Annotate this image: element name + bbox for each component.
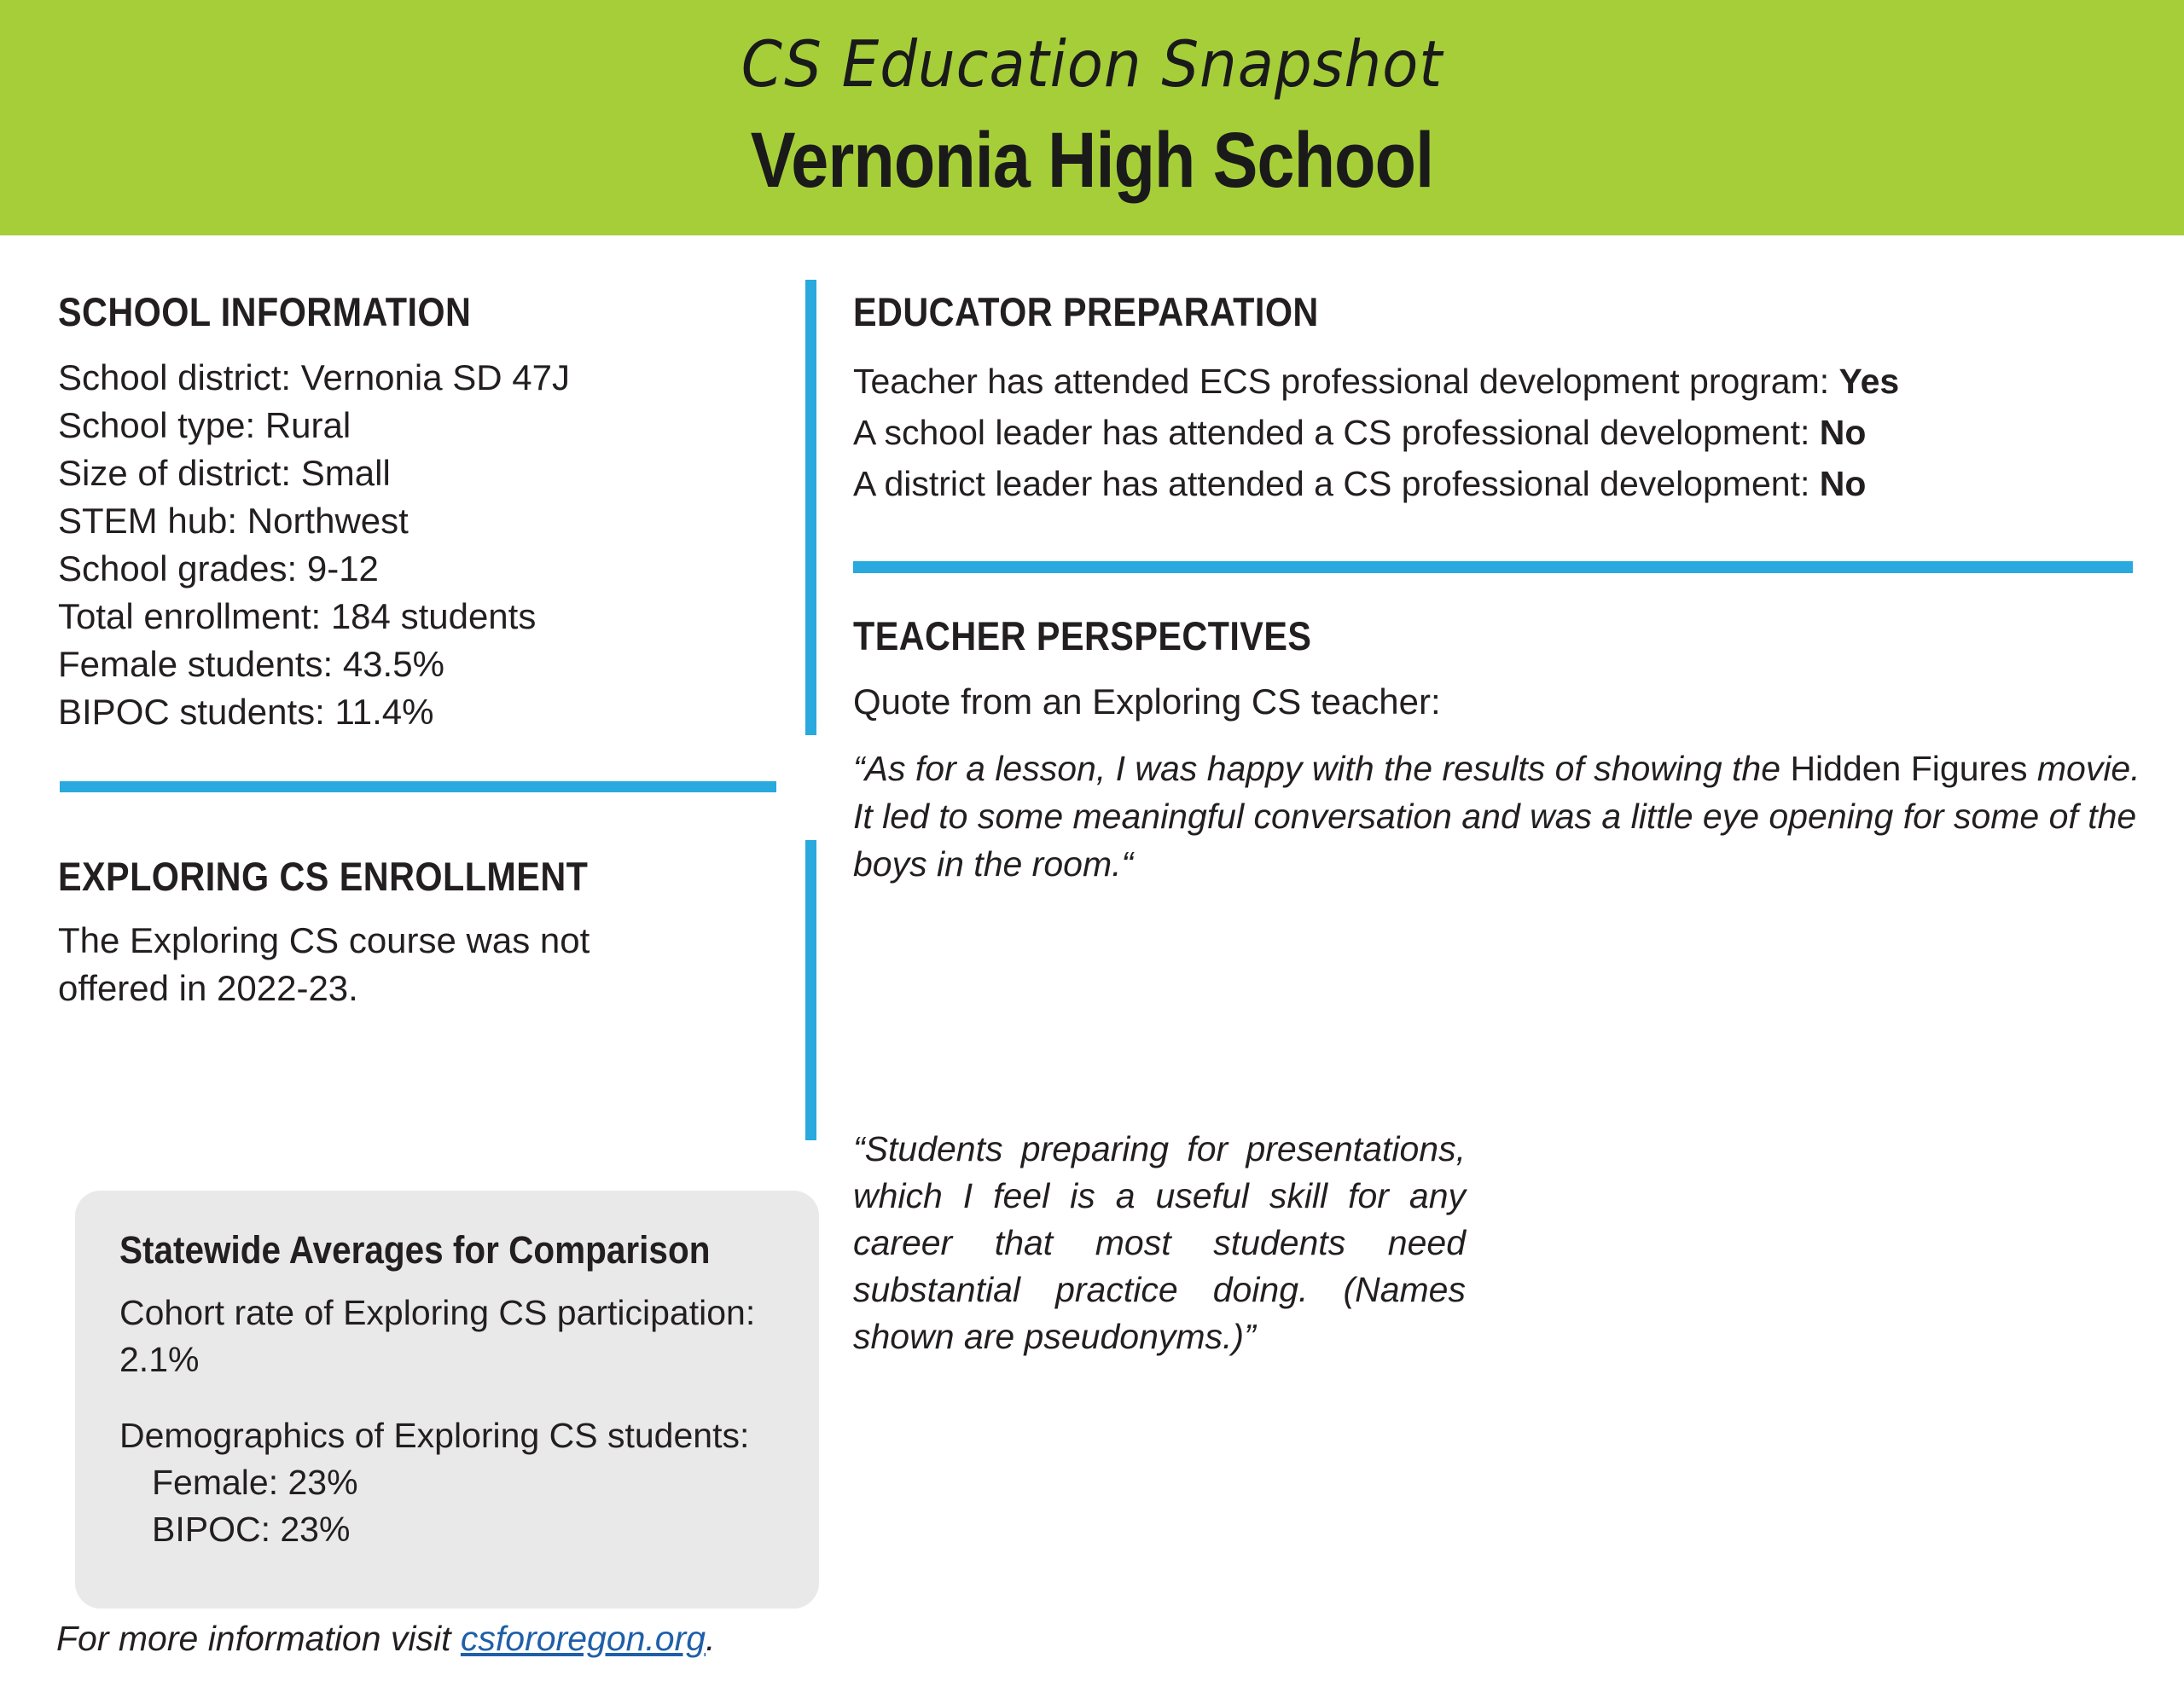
- exploring-cs-enrollment-heading: EXPLORING CS ENROLLMENT: [58, 854, 589, 899]
- cohort-rate-text: Cohort rate of Exploring CS participation: 2.1%: [119, 1293, 756, 1379]
- school-information-list: [58, 354, 792, 736]
- educator-prep-answer: No: [1819, 413, 1867, 452]
- list-item: BIPOC: 23%: [152, 1510, 351, 1549]
- list-item: STEM hub: Northwest: [58, 501, 409, 541]
- divider-vertical-educator: [805, 280, 816, 735]
- list-item: Female: 23%: [152, 1463, 358, 1502]
- list-item: Total enrollment: 184 students: [58, 596, 537, 636]
- divider-horizontal-left: [60, 781, 776, 792]
- educator-preparation-heading: EDUCATOR PREPARATION: [853, 289, 1319, 334]
- list-item: School type: Rural: [58, 405, 351, 445]
- teacher-quote-2: “Students preparing for presentations, which I feel is a useful skill for any career that most students need substantial practice doing. (Names shown are pseudonyms.)”: [853, 1129, 1466, 1356]
- educator-prep-answer: Yes: [1838, 362, 1900, 401]
- footer-note: [56, 1619, 715, 1659]
- educator-prep-row: [853, 356, 2167, 407]
- quote-lead-in: Quote from an Exploring CS teacher:: [853, 681, 1441, 722]
- demographics-label: Demographics of Exploring CS students:: [119, 1416, 750, 1455]
- footer-suffix: .: [706, 1619, 716, 1658]
- educator-prep-question: A school leader has attended a CS professional development:: [853, 413, 1820, 452]
- educator-prep-row: [853, 458, 2167, 509]
- educator-preparation-section: [853, 288, 2167, 509]
- footer-prefix: For more information visit: [56, 1619, 461, 1658]
- statewide-averages-box: [75, 1191, 819, 1609]
- list-item: School district: Vernonia SD 47J: [58, 357, 570, 397]
- educator-prep-row: [853, 407, 2167, 458]
- list-item: Size of district: Small: [58, 453, 391, 493]
- divider-vertical-teacher: [805, 840, 816, 1140]
- teacher-quote-1: [853, 745, 2150, 888]
- demographics-list: [119, 1459, 785, 1553]
- quote-1-text-before: “As for a lesson, I was happy with the results of showing the: [853, 749, 1791, 788]
- list-item: School grades: 9-12: [58, 548, 379, 588]
- quote-1-text-after: movie. It led to some meaningful conversation and was a little eye opening for some of the boys in the room.“: [853, 749, 2140, 884]
- exploring-cs-enrollment-body: The Exploring CS course was not offered in 2022-23.: [58, 920, 590, 1008]
- csfororegon-link[interactable]: csfororegon.org: [460, 1619, 706, 1658]
- statewide-averages-title: Statewide Averages for Comparison: [119, 1228, 711, 1272]
- school-information-section: [58, 288, 792, 736]
- school-information-heading: SCHOOL INFORMATION: [58, 289, 472, 334]
- educator-prep-answer: No: [1819, 464, 1867, 503]
- header-band: [0, 0, 2184, 235]
- list-item: BIPOC students: 11.4%: [58, 692, 434, 732]
- list-item: Female students: 43.5%: [58, 644, 444, 684]
- header-eyebrow: CS Education Snapshot: [741, 26, 1443, 101]
- educator-prep-question: Teacher has attended ECS professional development program:: [853, 362, 1839, 401]
- divider-horizontal-right: [853, 561, 2133, 573]
- teacher-perspectives-section: [853, 612, 2150, 888]
- page-title: Vernonia High School: [750, 117, 1434, 204]
- quote-1-movie-title: Hidden Figures: [1790, 749, 2028, 788]
- educator-prep-question: A district leader has attended a CS professional development:: [853, 464, 1820, 503]
- exploring-cs-enrollment-section: [58, 853, 706, 1012]
- teacher-perspectives-heading: TEACHER PERSPECTIVES: [853, 613, 1312, 658]
